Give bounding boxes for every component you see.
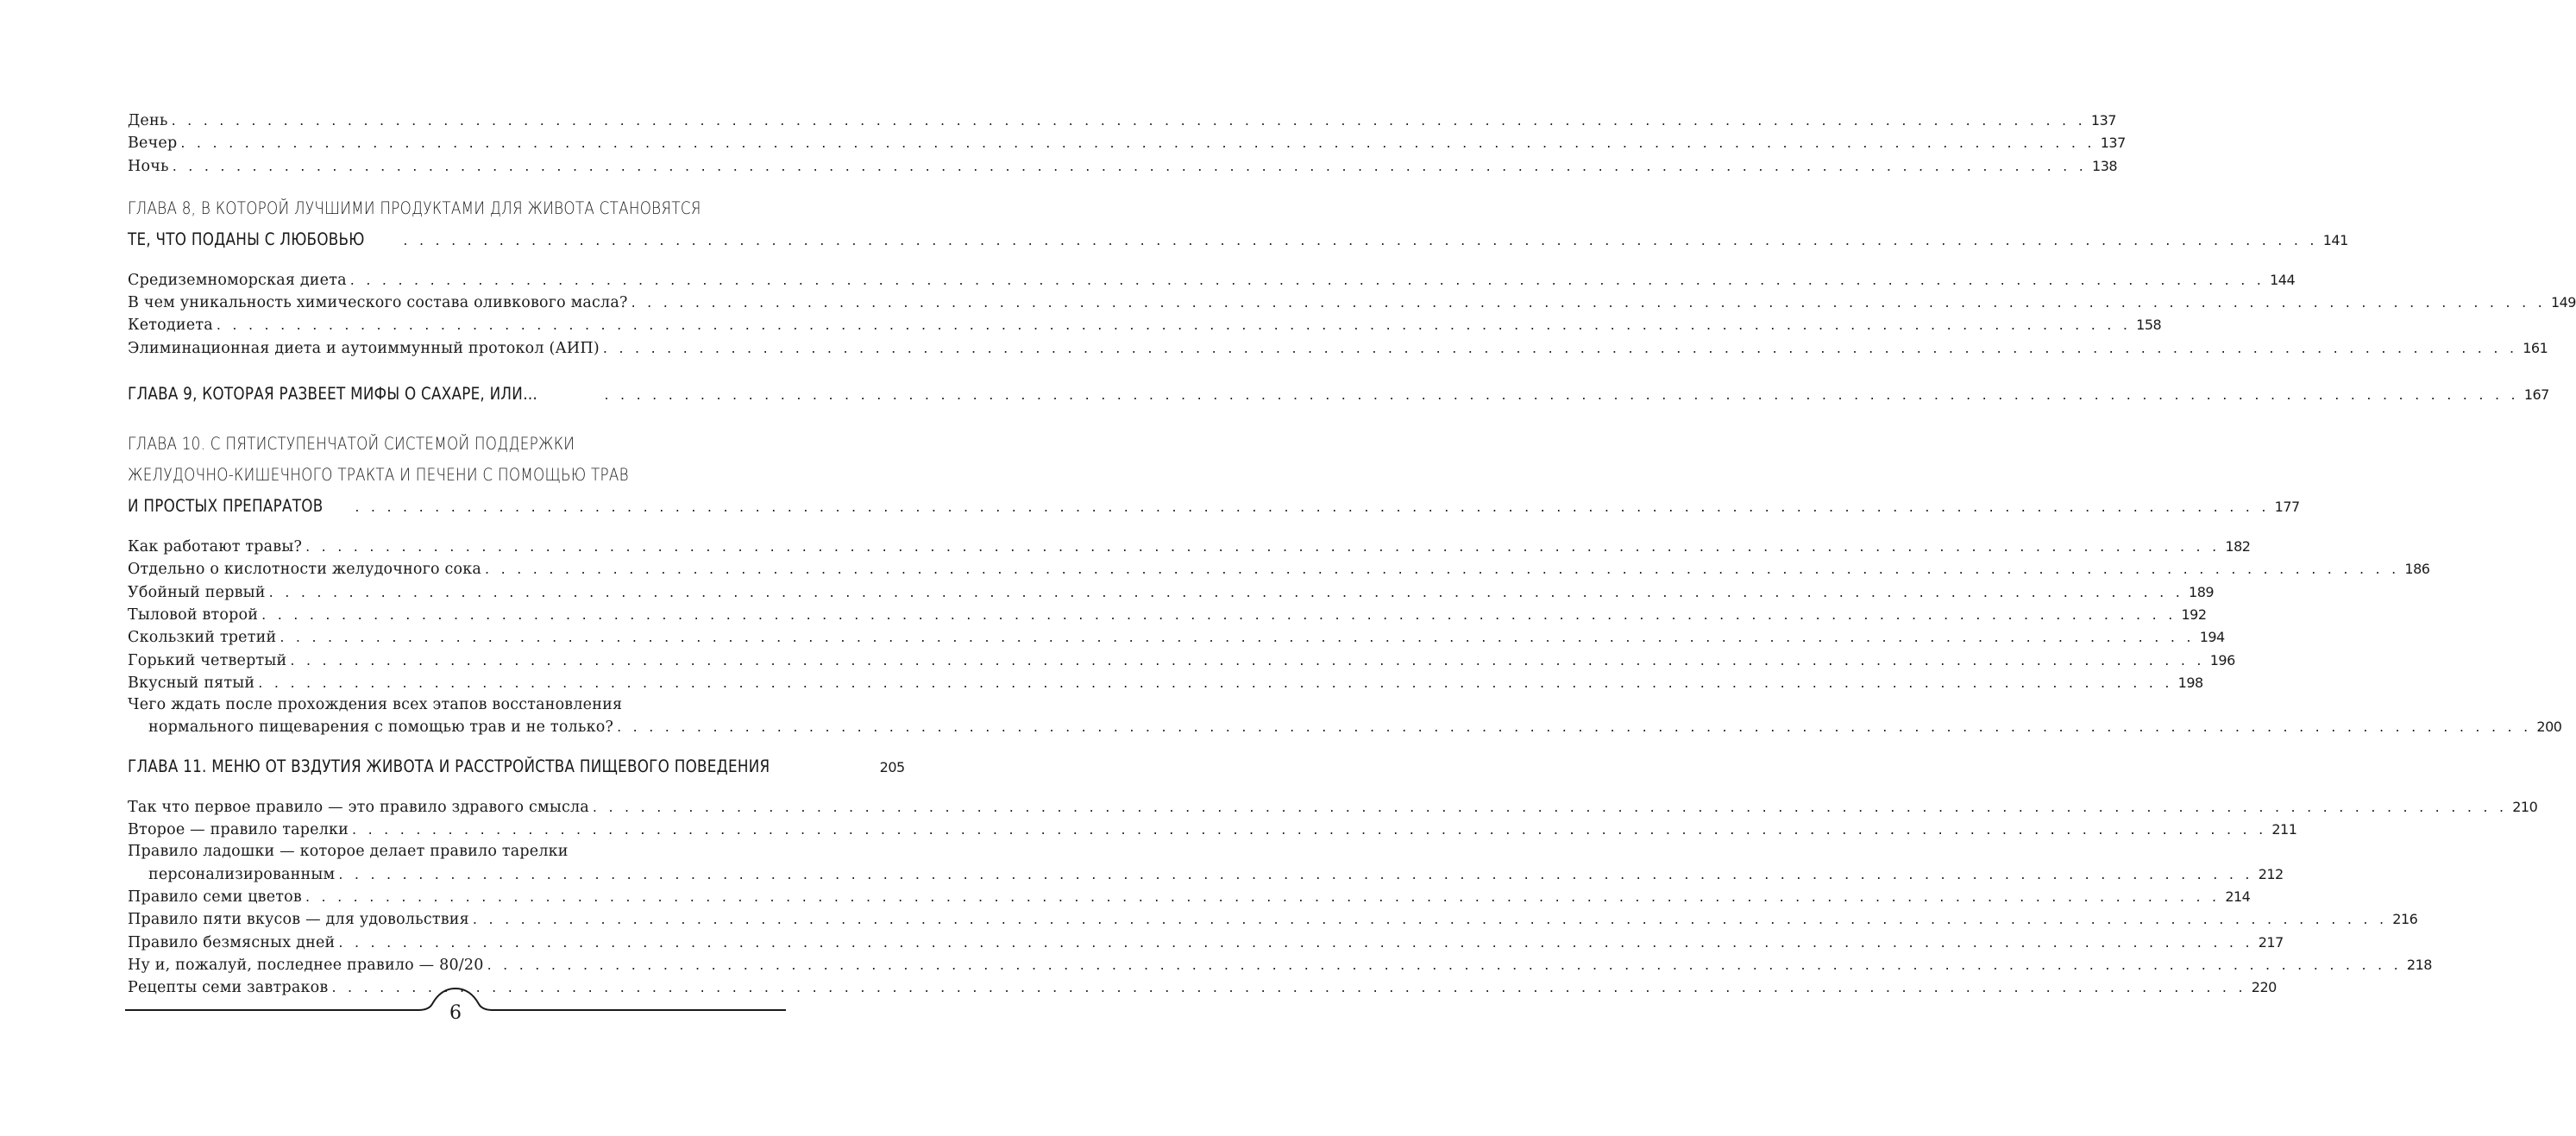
dot-leader: . . . . . . . . . . . . . . . . . . . . . . . . . . . . . . . . . . . . . . . . . . . . . . . . . . . . . . . . . . . . . . . . . . . . . . . . . . . . . . . . . . . . . . . . . . . . . . . . . . . . . . . . . . . . . . . . . . . . . . . . <box>355 499 2270 516</box>
chapter-title-line: И ПРОСТЫХ ПРЕПАРАТОВ <box>128 496 324 517</box>
chapter-10-entry[interactable] <box>128 429 2300 522</box>
toc-group <box>128 110 2126 178</box>
dot-leader: . . . . . . . . . . . . . . . . . . . . . . . . . . . . . . . . . . . . . . . . . . . . . . . . . . . . . . . . . . . . . . . . . . . . . . . . . . . . . . . . . . . . . . . . . . . . . . . . . . . . . . . . . . . . . . . . . . . . . . . . <box>171 112 2086 129</box>
entry-title: Элиминационная диета и аутоиммунный протокол (АИП) <box>128 339 600 357</box>
entry-title-line: персонализированным <box>148 865 336 883</box>
entry-title-line: Правило ладошки — которое делает правило тарелки <box>128 843 569 861</box>
toc-entry[interactable] <box>128 650 2235 672</box>
page-number: 141 <box>2322 231 2348 248</box>
entry-title: Как работают травы? <box>128 538 303 556</box>
chapter-8-entry[interactable] <box>128 193 2348 255</box>
dot-leader: . . . . . . . . . . . . . . . . . . . . . . . . . . . . . . . . . . . . . . . . . . . . . . . . . . . . . . . . . . . . . . . . . . . . . . . . . . . . . . . . . . . . . . . . . . . . . . . . . . . . . . . . . . . . . . . . . . . . . . . . <box>485 561 2400 578</box>
entry-title-line: Чего ждать после прохождения всех этапов восстановления <box>128 696 623 714</box>
dot-leader: . . . . . . . . . . . . . . . . . . . . . . . . . . . . . . . . . . . . . . . . . . . . . . . . . . . . . . . . . . . . . . . . . . . . . . . . . . . . . . . . . . . . . . . . . . . . . . . . . . . . . . . . . . . . . . . . . . . . . . . . <box>305 538 2221 555</box>
toc-group <box>128 886 2432 999</box>
dot-leader: . . . . . . . . . . . . . . . . . . . . . . . . . . . . . . . . . . . . . . . . . . . . . . . . . . . . . . . . . . . . . . . . . . . . . . . . . . . . . . . . . . . . . . . . . . . . . . . . . . . . . . . . . . . . . . . . . . . . . . . . <box>172 157 2088 174</box>
entry-title: Ну и, пожалуй, последнее правило — 80/20 <box>128 956 484 974</box>
chapter-title-line: ГЛАВА 11. МЕНЮ ОТ ВЗДУТИЯ ЖИВОТА И РАССТРОЙСТВА ПИЩЕВОГО ПОВЕДЕНИЯ <box>128 756 770 776</box>
toc-entry[interactable] <box>128 314 2162 336</box>
toc-entry[interactable] <box>128 536 2251 558</box>
page-number: 214 <box>2225 888 2251 905</box>
toc-entry[interactable] <box>128 932 2284 954</box>
page-number: 186 <box>2404 561 2430 578</box>
chapter-title-line: ГЛАВА 8, В КОТОРОЙ ЛУЧШИМИ ПРОДУКТАМИ ДЛЯ ЖИВОТА СТАНОВЯТСЯ <box>128 198 701 218</box>
page-number: 196 <box>2209 651 2235 668</box>
page-number: 198 <box>2177 674 2203 691</box>
page-number: 211 <box>2271 821 2297 838</box>
toc-entry[interactable] <box>128 672 2203 694</box>
page-footer <box>125 983 786 1026</box>
entry-title: Тыловой второй <box>128 606 259 624</box>
page-number: 220 <box>2251 979 2277 996</box>
dot-leader: . . . . . . . . . . . . . . . . . . . . . . . . . . . . . . . . . . . . . . . . . . . . . . . . . . . . . . . . . . . . . . . . . . . . . . . . . . . . . . . . . . . . . . . . . . . . . . . . . . . . . . . . . . . . . . . . . . . . . . . . <box>487 956 2402 973</box>
page-number: 189 <box>2189 583 2215 600</box>
dot-leader: . . . . . . . . . . . . . . . . . . . . . . . . . . . . . . . . . . . . . . . . . . . . . . . . . . . . . . . . . . . . . . . . . . . . . . . . . . . . . . . . . . . . . . . . . . . . . . . . . . . . . . . . . . . . . . . . . . . . . . . . <box>258 674 2173 691</box>
dot-leader: . . . . . . . . . . . . . . . . . . . . . . . . . . . . . . . . . . . . . . . . . . . . . . . . . . . . . . . . . . . . . . . . . . . . . . . . . . . . . . . . . . . . . . . . . . . . . . . . . . . . . . . . . . . . . . . . . . . . . . . . <box>338 865 2253 882</box>
page-number: 177 <box>2274 499 2300 516</box>
toc-entry[interactable] <box>128 796 2538 819</box>
page-number: 137 <box>2090 112 2116 129</box>
dot-leader: . . . . . . . . . . . . . . . . . . . . . . . . . . . . . . . . . . . . . . . . . . . . . . . . . . . . . . . . . . . . . . . . . . . . . . . . . . . . . . . . . . . . . . . . . . . . . . . . . . . . . . . . . . . . . . . . . . . . . . . . <box>592 798 2508 815</box>
page-number: 217 <box>2258 933 2284 951</box>
dot-leader: . . . . . . . . . . . . . . . . . . . . . . . . . . . . . . . . . . . . . . . . . . . . . . . . . . . . . . . . . . . . . . . . . . . . . . . . . . . . . . . . . . . . . . . . . . . . . . . . . . . . . . . . . . . . . . . . . . . . . . . . <box>216 317 2132 334</box>
dot-leader: . . . . . . . . . . . . . . . . . . . . . . . . . . . . . . . . . . . . . . . . . . . . . . . . . . . . . . . . . . . . . . . . . . . . . . . . . . . . . . . . . . . . . . . . . . . . . . . . . . . . . . . . . . . . . . . . . . . . . . . . <box>352 821 2267 838</box>
chapter-9-entry[interactable] <box>128 379 2549 410</box>
entry-title: Правило безмясных дней <box>128 933 336 951</box>
page-number: 161 <box>2523 339 2548 356</box>
toc-entry[interactable] <box>128 337 2548 360</box>
toc-entry[interactable] <box>128 581 2215 604</box>
dot-leader: . . . . . . . . . . . . . . . . . . . . . . . . . . . . . . . . . . . . . . . . . . . . . . . . . . . . . . . . . . . . . . . . . . . . . . . . . . . . . . . . . . . . . . . . . . . . . . . . . . . . . . . . . . . . . . . . . . . . . . . . <box>280 629 2195 646</box>
toc-entry[interactable] <box>128 269 2296 292</box>
entry-title-line: нормального пищеварения с помощью трав и не только? <box>148 719 614 737</box>
chapter-11-entry[interactable] <box>128 751 905 782</box>
entry-title: Средиземноморская диета <box>128 271 347 289</box>
toc-entry[interactable] <box>128 155 2118 178</box>
dot-leader: . . . . . . . . . . . . . . . . . . . . . . . . . . . . . . . . . . . . . . . . . . . . . . . . . . . . . . . . . . . . . . . . . . . . . . . . . . . . . . . . . . . . . . . . . . . . . . . . . . . . . . . . . . . . . . . . . . . . . . . . <box>631 294 2546 311</box>
dot-leader: . . . . . . . . . . . . . . . . . . . . . . . . . . . . . . . . . . . . . . . . . . . . . . . . . . . . . . . . . . . . . . . . . . . . . . . . . . . . . . . . . . . . . . . . . . . . . . . . . . . . . . . . . . . . . . . . . . . . . . . . <box>403 231 2318 248</box>
page-number: 194 <box>2199 629 2225 646</box>
dot-leader: . . . . . . . . . . . . . . . . . . . . . . . . . . . . . . . . . . . . . . . . . . . . . . . . . . . . . . . . . . . . . . . . . . . . . . . . . . . . . . . . . . . . . . . . . . . . . . . . . . . . . . . . . . . . . . . . . . . . . . . . <box>305 888 2221 905</box>
entry-title: Рецепты семи завтраков <box>128 979 329 997</box>
toc-entry[interactable] <box>128 886 2251 908</box>
entry-title: Вечер <box>128 135 178 153</box>
dot-leader: . . . . . . . . . . . . . . . . . . . . . . . . . . . . . . . . . . . . . . . . . . . . . . . . . . . . . . . . . . . . . . . . . . . . . . . . . . . . . . . . . . . . . . . . . . . . . . . . . . . . . . . . . . . . . . . . . . . . . . . . <box>268 583 2184 600</box>
page-number: 149 <box>2550 294 2576 311</box>
page-number: 138 <box>2092 157 2118 174</box>
toc-entry[interactable] <box>128 110 2116 132</box>
entry-title: Вкусный пятый <box>128 674 255 692</box>
toc-group <box>128 796 2538 842</box>
chapter-title-line: ГЛАВА 9, КОТОРАЯ РАЗВЕЕТ МИФЫ О САХАРЕ, ИЛИ… <box>128 384 538 405</box>
entry-title: В чем уникальность химического состава оливкового масла? <box>128 294 628 312</box>
entry-title: Убойный первый <box>128 583 266 601</box>
toc-entry[interactable] <box>128 841 2284 886</box>
dot-leader: . . . . . . . . . . . . . . . . . . . . . . . . . . . . . . . . . . . . . . . . . . . . . . . . . . . . . . . . . . . . . . . . . . . . . . . . . . . . . . . . . . . . . . . . . . . . . . . . . . . . . . . . . . . . . . . . . . . . . . . . <box>472 911 2388 928</box>
toc-entry[interactable] <box>128 819 2297 841</box>
dot-leader: . . . . . . . . . . . . . . . . . . . . . . . . . . . . . . . . . . . . . . . . . . . . . . . . . . . . . . . . . . . . . . . . . . . . . . . . . . . . . . . . . . . . . . . . . . . . . . . . . . . . . . . . . . . . . . . . . . . . . . . . <box>617 719 2532 736</box>
dot-leader: . . . . . . . . . . . . . . . . . . . . . . . . . . . . . . . . . . . . . . . . . . . . . . . . . . . . . . . . . . . . . . . . . . . . . . . . . . . . . . . . . . . . . . . . . . . . . . . . . . . . . . . . . . . . . . . . . . . . . . . . <box>338 933 2253 951</box>
page-number: 200 <box>2536 719 2562 736</box>
page-number: 144 <box>2270 271 2296 288</box>
chapter-title-line: ТЕ, ЧТО ПОДАНЫ С ЛЮБОВЬЮ <box>128 229 365 249</box>
toc-entry[interactable] <box>128 558 2430 581</box>
page-number: 210 <box>2512 798 2538 815</box>
toc-group <box>128 269 2576 360</box>
dot-leader: . . . . . . . . . . . . . . . . . . . . . . . . . . . . . . . . . . . . . . . . . . . . . . . . . . . . . . . . . . . . . . . . . . . . . . . . . . . . . . . . . . . . . . . . . . . . . . . . . . . . . . . . . . . . . . . . . . . . . . . . <box>349 271 2265 288</box>
table-of-contents <box>128 110 2576 999</box>
toc-entry[interactable] <box>128 954 2432 976</box>
dot-leader: . . . . . . . . . . . . . . . . . . . . . . . . . . . . . . . . . . . . . . . . . . . . . . . . . . . . . . . . . . . . . . . . . . . . . . . . . . . . . . . . . . . . . . . . . . . . . . . . . . . . . . . . . . . . . . . . . . . . . . . . <box>331 979 2246 996</box>
toc-entry[interactable] <box>128 626 2225 649</box>
entry-title: Ночь <box>128 157 169 175</box>
entry-title: Второе — правило тарелки <box>128 821 349 839</box>
page-number: 212 <box>2258 865 2284 882</box>
toc-entry[interactable] <box>128 604 2207 626</box>
entry-title: День <box>128 112 168 129</box>
entry-title: Так что первое правило — это правило здравого смысла <box>128 798 589 816</box>
page-number: 182 <box>2225 538 2251 555</box>
toc-entry[interactable] <box>128 132 2126 154</box>
entry-title: Горький четвертый <box>128 651 287 669</box>
toc-entry[interactable] <box>128 694 2562 739</box>
entry-title: Отдельно о кислотности желудочного сока <box>128 561 482 579</box>
chapter-title-line: ЖЕЛУДОЧНО-КИШЕЧНОГО ТРАКТА И ПЕЧЕНИ С ПОМОЩЬЮ ТРАВ <box>128 465 629 486</box>
entry-title: Скользкий третий <box>128 629 277 647</box>
page-number: 192 <box>2181 606 2207 623</box>
page-number: 167 <box>2523 386 2549 404</box>
entry-title: Кетодиета <box>128 317 213 335</box>
page-number: 137 <box>2100 135 2126 152</box>
dot-leader: . . . . . . . . . . . . . . . . . . . . . . . . . . . . . . . . . . . . . . . . . . . . . . . . . . . . . . . . . . . . . . . . . . . . . . . . . . . . . . . . . . . . . . . . . . . . . . . . . . . . . . . . . . . . . . . . . . . . . . . . <box>180 135 2095 152</box>
dot-leader: . . . . . . . . . . . . . . . . . . . . . . . . . . . . . . . . . . . . . . . . . . . . . . . . . . . . . . . . . . . . . . . . . . . . . . . . . . . . . . . . . . . . . . . . . . . . . . . . . . . . . . . . . . . . . . . . . . . . . . . . <box>261 606 2177 623</box>
entry-title: Правило семи цветов <box>128 888 302 906</box>
entry-title: Правило пяти вкусов — для удовольствия <box>128 911 469 929</box>
toc-group <box>128 536 2430 694</box>
dot-leader: . . . . . . . . . . . . . . . . . . . . . . . . . . . . . . . . . . . . . . . . . . . . . . . . . . . . . . . . . . . . . . . . . . . . . . . . . . . . . . . . . . . . . . . . . . . . . . . . . . . . . . . . . . . . . . . . . . . . . . . . <box>604 386 2519 404</box>
page-number: 218 <box>2406 956 2432 973</box>
page-number: 216 <box>2392 911 2418 928</box>
dot-leader: . . . . . . . . . . . . . . . . . . . . . . . . . . . . . . . . . . . . . . . . . . . . . . . . . . . . . . . . . . . . . . . . . . . . . . . . . . . . . . . . . . . . . . . . . . . . . . . . . . . . . . . . . . . . . . . . . . . . . . . . <box>290 651 2205 668</box>
toc-entry[interactable] <box>128 908 2418 931</box>
page-number: 158 <box>2136 317 2162 334</box>
page-number: 6 <box>449 1002 462 1024</box>
toc-entry[interactable] <box>128 292 2576 314</box>
chapter-title-line: ГЛАВА 10. С ПЯТИСТУПЕНЧАТОЙ СИСТЕМОЙ ПОДДЕРЖКИ <box>128 434 575 455</box>
page-number: 205 <box>879 758 905 775</box>
dot-leader: . . . . . . . . . . . . . . . . . . . . . . . . . . . . . . . . . . . . . . . . . . . . . . . . . . . . . . . . . . . . . . . . . . . . . . . . . . . . . . . . . . . . . . . . . . . . . . . . . . . . . . . . . . . . . . . . . . . . . . . . <box>602 339 2518 356</box>
